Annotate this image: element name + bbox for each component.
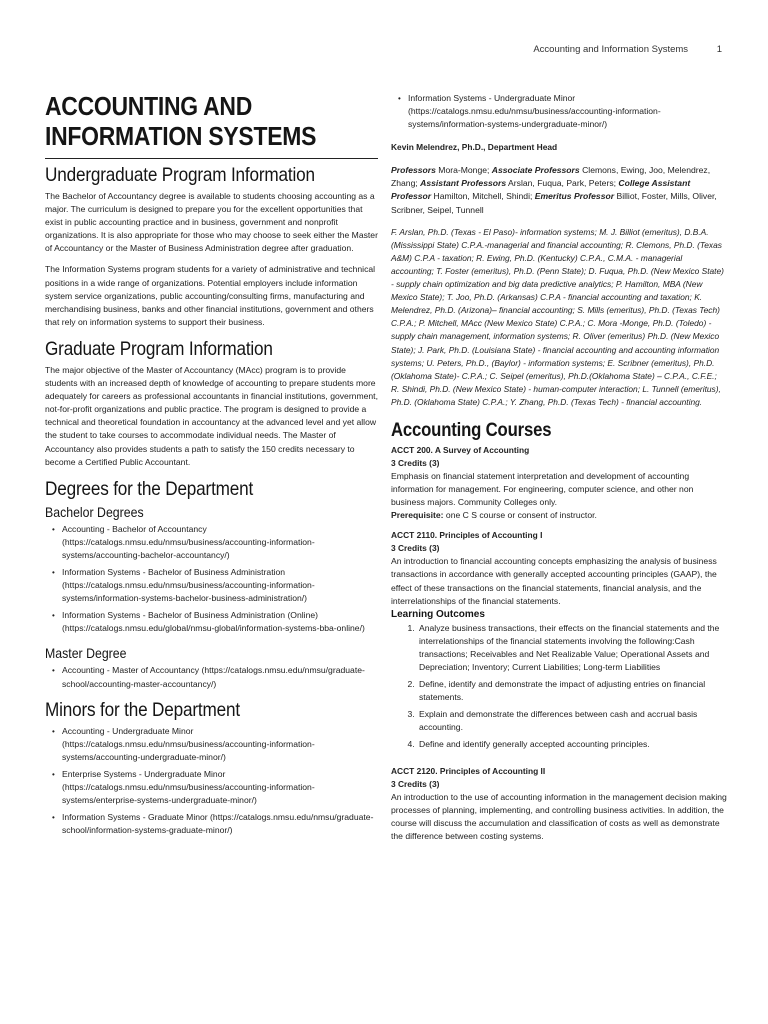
course-title: ACCT 2110. Principles of Accounting I (391, 530, 543, 541)
list-item[interactable]: • Information Systems - Bachelor of Business Administration (Online) (https://catalogs.nmsu.edu/global/nmsu-global/information-systems-bba-online/) (45, 609, 378, 635)
assistant-label: Assistant Professors (420, 178, 507, 189)
course-acct-2120 (391, 765, 727, 843)
list-item[interactable]: • Accounting - Undergraduate Minor (https://catalogs.nmsu.edu/nmsu/business/accounting-information-systems/accounting-undergraduate-minor/) (45, 725, 378, 764)
running-head-title: Accounting and Information Systems (533, 44, 689, 55)
course-prerequisite (391, 509, 727, 522)
associate-names: Clemons, Ewing, Joo, Melendrez, Zhang; (391, 165, 711, 189)
undergrad-paragraph-2: The Information Systems program students for a variety of administrative and technical positions in a wide range of organizations. Potential employers include information system service organizations, public accounting/consulting firms, manufacturing and merchandising business, banks and other financial institutions, government and others that rely on information systems to support their business. (45, 264, 376, 327)
learning-outcomes-heading: Learning Outcomes (391, 608, 485, 620)
page-number: 1 (716, 44, 722, 55)
list-item[interactable]: • Enterprise Systems - Undergraduate Minor (https://catalogs.nmsu.edu/nmsu/business/accounting-information-systems/enterprise-systems-undergraduate-minor/) (45, 768, 378, 807)
page-title-line-2: INFORMATION SYSTEMS (45, 123, 317, 151)
minors-list (45, 725, 378, 838)
title-rule (45, 158, 378, 159)
course-description: Emphasis on financial statement interpretation and development of accounting information for management. For engineering, computer science, and other non business majors. Community Colleges only. (391, 470, 694, 508)
list-item[interactable]: • Information Systems - Graduate Minor (https://catalogs.nmsu.edu/nmsu/graduate-school/information-systems-graduate-minor/) (45, 811, 378, 837)
courses-heading: Accounting Courses (391, 419, 552, 441)
prerequisite-text: one C S course or consent of instructor. (443, 510, 597, 521)
faculty-list (391, 164, 727, 216)
course-description: An introduction to the use of accounting information in the management decision making processes of planning, implementing, and controlling business activities. In addition, the course will discuss the accumulation and classification of costs as well as demonstrate the difference between costing systems. (391, 791, 727, 841)
right-column (391, 92, 727, 843)
course-acct-200 (391, 444, 727, 522)
undergrad-paragraph-1: The Bachelor of Accountancy degree is available to students choosing accounting as a major. The curriculum is designed to prepare you for the excellent opportunities that exist in public accounting practice and in business, government and nonprofit organizations. It is also appropriate for those who may choose to seek either the Master of Accountancy or the Master of Business Administration degree after graduation. (45, 191, 378, 254)
list-item: 1. Analyze business transactions, their effects on the financial statements and the interrelationships of the financial statements involving the following:Cash transactions; Receivables and Net Realizable Value; Operational Assets and Depreciation; Inventory; Current Liabilities; Long-term Liabilities (417, 622, 727, 674)
course-credits: 3 Credits (3) (391, 778, 440, 789)
list-item: 2. Define, identify and demonstrate the impact of adjusting entries on financial statements. (417, 678, 727, 704)
emeritus-label: Emeritus Professor (534, 191, 615, 202)
graduate-heading: Graduate Program Information (45, 337, 273, 360)
course-credits: 3 Credits (3) (391, 457, 440, 468)
page-title (45, 92, 345, 152)
list-item[interactable]: • Accounting - Bachelor of Accountancy (https://catalogs.nmsu.edu/nmsu/business/accounting-information-systems/accounting-bachelor-accountancy/) (45, 523, 378, 562)
professors-names: Mora-Monge; (435, 165, 492, 176)
course-description: An introduction to financial accounting concepts emphasizing the analysis of business transactions in accordance with generally accepted accounting principles (GAAP), the effect of these transactions on the financial statements, financial analysis, and the interrelationships of the financial statements. (391, 556, 717, 606)
course-acct-2110 (391, 529, 727, 751)
assistant-names: Arslan, Fuqua, Park, Peters; (506, 178, 619, 189)
faculty-bios: F. Arslan, Ph.D. (Texas - El Paso)- information systems; M. J. Billiot (emeritus), D.B.A. (Mississippi State) C.P.A.-managerial and financial accounting; R. Clemons, Ph.D. (Texas A&M) C.P.A - taxation; R. Ewing, Ph.D. (Kentucky) C.P.A., C.M.A. - managerial accounting; T. Foster (emeritus), Ph.D. (Penn State); D. Fuqua, Ph.D. (New Mexico State) - supply chain optimization and big data predictive analytics; P. Hamilton, MBA (New Mexico State); T. Joo, Ph.D. (Arkansas) C.P.A - financial accounting and taxation; K. Melendrez, Ph.D. (Arizona)– financial accounting; S. Mills (emeritus), Ph.D. (Texas Tech) C.P.A.; P. Mitchell, MAcc (New Mexico State) C.P.A.; C. Mora -Monge, Ph.D. (Toledo) - supply chain management, information systems; R. Oliver (emeritus) Ph.D. (New Mexico State); J. Park, Ph.D. (Louisiana State) - financial accounting and accounting information systems; U. Peters, Ph.D., (Baylor) - information systems; E. Scribner (emeritus), Ph.D.(Oklahoma State)- C.P.A.; C. Seipel (emeritus), Ph.D.(Oklahoma State) – C.P.A., C.F.E.; R. Shindi, Ph.D. (New Mexico State) - human-computer interaction; L. Tunnell (emeritus), Ph.D. (Oklahoma State) C.P.A.; Y. Zhang, Ph.D. (Texas Tech) - financial accounting. (391, 226, 724, 407)
minors-heading: Minors for the Department (45, 698, 240, 721)
page-title-line-1: ACCOUNTING AND (45, 93, 253, 121)
master-degree-heading: Master Degree (45, 645, 127, 662)
list-item[interactable]: • Information Systems - Undergraduate Minor (https://catalogs.nmsu.edu/nmsu/business/accounting-information-systems/information-systems-undergraduate-minor/) (391, 92, 727, 131)
left-column (45, 92, 378, 841)
course-title: ACCT 2120. Principles of Accounting II (391, 765, 546, 776)
college-assistant-names: Hamilton, Mitchell, Shindi; (431, 191, 535, 202)
list-item[interactable]: • Information Systems - Bachelor of Business Administration (https://catalogs.nmsu.edu/nmsu/business/accounting-information-systems/information-systems-bachelor-business-administration/) (45, 566, 378, 605)
running-head (533, 44, 722, 55)
course-title: ACCT 200. A Survey of Accounting (391, 444, 530, 455)
department-head: Kevin Melendrez, Ph.D., Department Head (391, 142, 558, 153)
bachelor-degrees-list (45, 523, 378, 636)
associate-label: Associate Professors (491, 165, 580, 176)
list-item[interactable]: • Accounting - Master of Accountancy (https://catalogs.nmsu.edu/nmsu/graduate-school/accounting-master-accountancy/) (45, 664, 378, 690)
prerequisite-label: Prerequisite: (391, 510, 444, 521)
undergrad-heading: Undergraduate Program Information (45, 164, 315, 186)
professors-label: Professors (391, 165, 436, 176)
master-degree-list (45, 664, 378, 690)
college-assistant-label: College Assistant Professor (391, 178, 691, 202)
learning-outcomes-list (391, 622, 727, 752)
list-item: 4. Define and identify generally accepted accounting principles. (417, 738, 727, 751)
course-credits: 3 Credits (3) (391, 543, 440, 554)
degrees-heading: Degrees for the Department (45, 477, 254, 500)
emeritus-names: Billiot, Foster, Mills, Oliver, Scribner, Seipel, Tunnell (391, 191, 717, 215)
graduate-paragraph: The major objective of the Master of Accountancy (MAcc) program is to provide students with an increased depth of knowledge of accounting to prepare students more adequately for careers as professional accountants in financial institutions, government, not-for-profit organizations and public practice. The program is designed to provide a technical and theoretical foundation in accountancy at the advanced level and yet allow the student to take courses to accommodate individual needs. The Master of Accountancy also provides students a path to satisfy the 150 credits necessary to become a Certified Public Accountant. (45, 364, 378, 467)
list-item: 3. Explain and demonstrate the differences between cash and accrual basis accounting. (417, 708, 727, 734)
minors-list-continued (391, 92, 727, 131)
bachelor-degrees-heading: Bachelor Degrees (45, 503, 144, 520)
